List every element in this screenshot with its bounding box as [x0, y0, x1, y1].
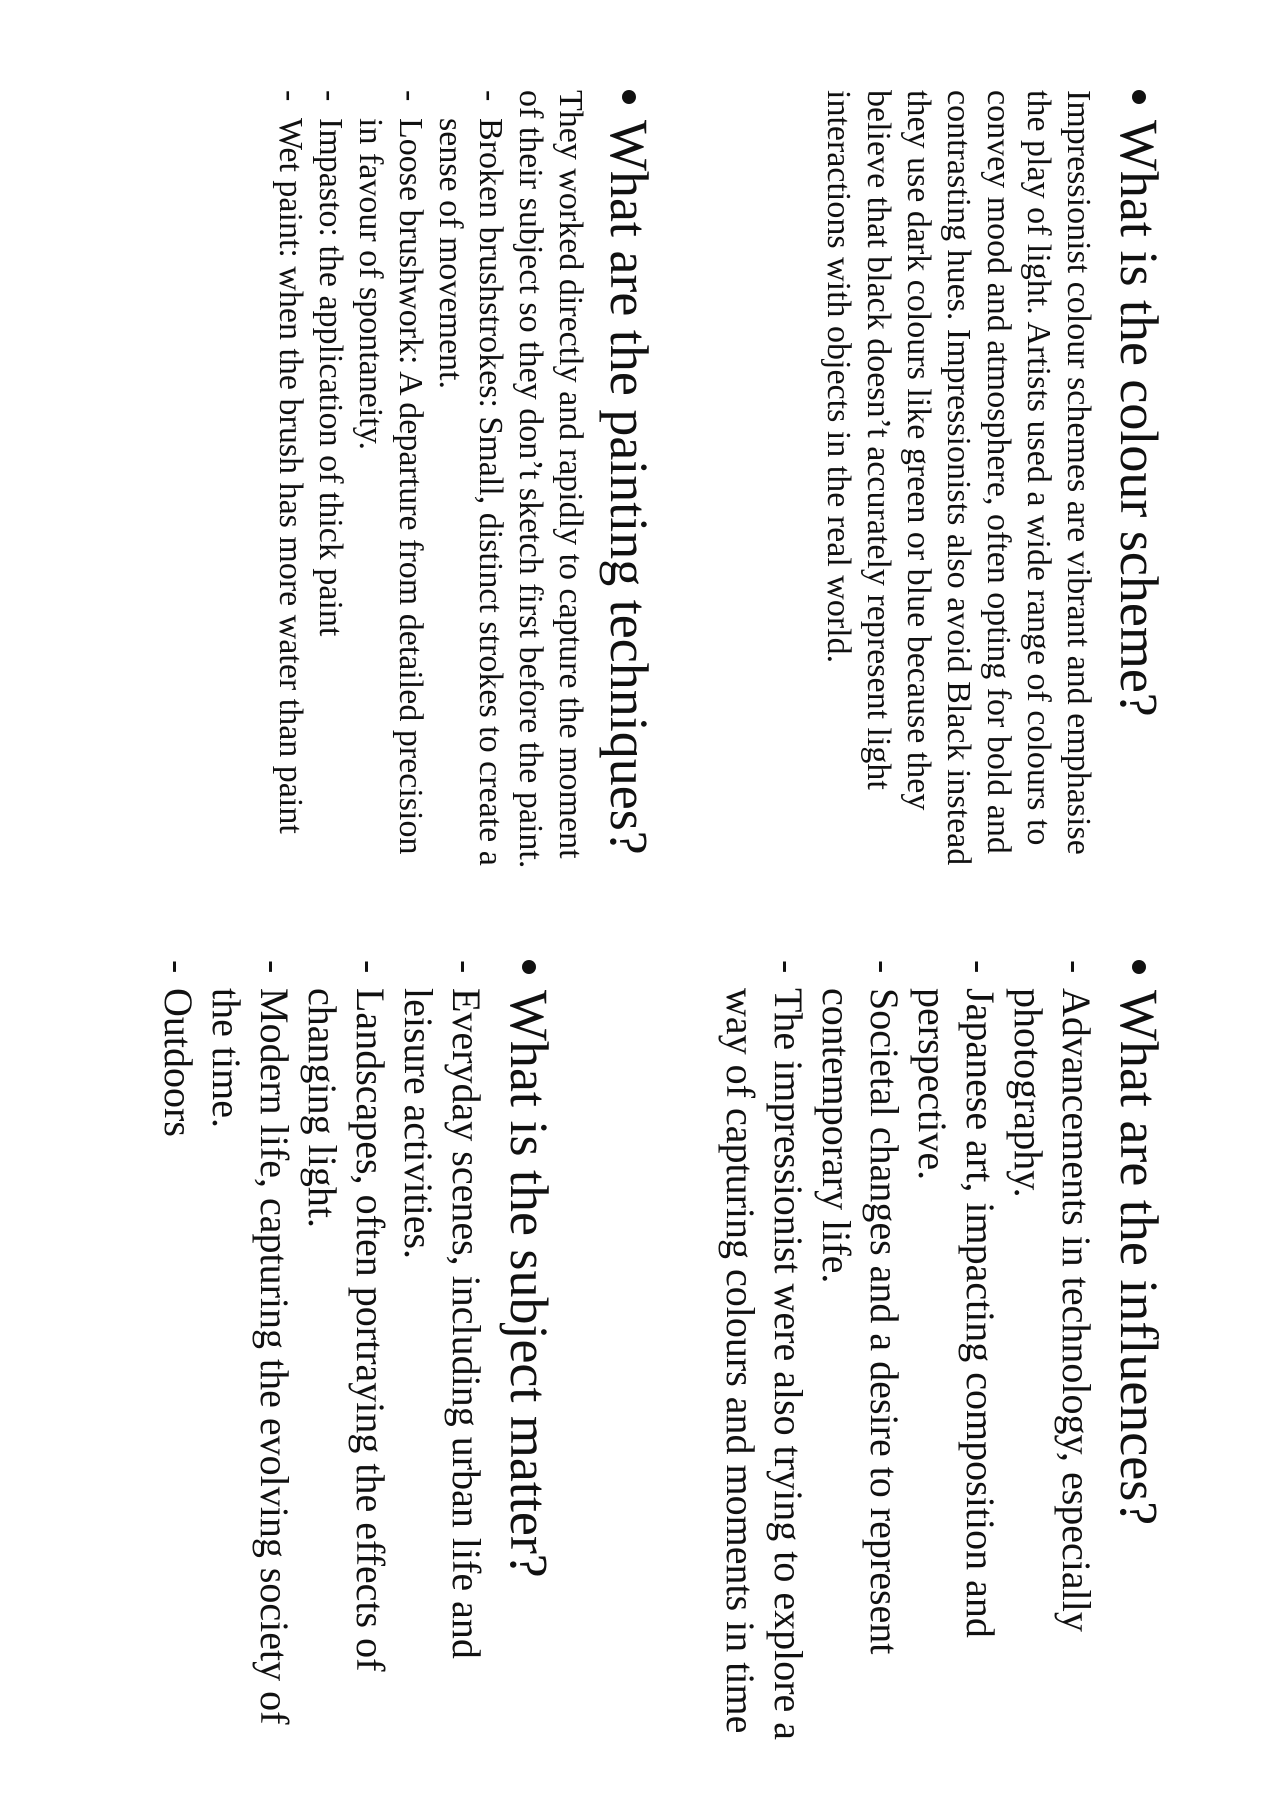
section-paragraph: They worked directly and rapidly to capture the moment of their subject so they don’t sketch first before the paint.	[512, 90, 589, 869]
section-paragraph: Impressionist colour schemes are vibrant and emphasise the play of light. Artists used a wide range of colours to convey mood and atmosphere, often opting for bold and contrasting hues. Impressionists also avoid Black instead they use dark colours like green or blue because they believe that black doesn’t accurately represent light interactions with objects in the real world.	[820, 90, 1097, 866]
heading-text: What is the colour scheme?	[1109, 120, 1169, 717]
section-heading	[598, 90, 660, 870]
list-item: - Advancements in technology, especially photography.	[1004, 960, 1100, 1760]
heading-text: What is the subject matter?	[499, 990, 559, 1578]
section-colour-scheme	[818, 90, 1170, 870]
list-item: - Everyday scenes, including urban life and leisure activities.	[394, 960, 490, 1760]
list-item: - Impasto: the application of thick paint	[310, 90, 350, 870]
section-heading	[498, 960, 560, 1760]
section-heading	[1108, 960, 1170, 1760]
subject-list	[154, 960, 490, 1760]
influences-list	[716, 960, 1100, 1760]
section-influences	[716, 960, 1170, 1760]
bullet-icon	[522, 960, 536, 974]
list-item: - Wet paint: when the brush has more water than paint	[270, 90, 310, 870]
section-subject-matter	[154, 960, 560, 1760]
section-painting-techniques	[270, 90, 660, 870]
list-item: - Loose brushwork: A departure from detailed precision in favour of spontaneity.	[350, 90, 430, 870]
list-item: - Outdoors	[154, 960, 202, 1760]
list-item: - Japanese art, impacting composition and perspective.	[908, 960, 1004, 1760]
list-item: - The impressionist were also trying to explore a way of capturing colours and moments in time	[716, 960, 812, 1760]
list-item: - Landscapes, often portraying the effects of changing light.	[298, 960, 394, 1760]
section-heading	[1108, 90, 1170, 870]
bullet-icon	[1132, 960, 1146, 974]
list-item: - Societal changes and a desire to represent contemporary life.	[812, 960, 908, 1760]
bullet-icon	[622, 90, 636, 104]
bullet-icon	[1132, 90, 1146, 104]
list-item: - Modern life, capturing the evolving society of the time.	[202, 960, 298, 1760]
heading-text: What are the influences?	[1109, 990, 1169, 1526]
list-item: - Broken brushstrokes: Small, distinct strokes to create a sense of movement.	[430, 90, 510, 870]
technique-list	[270, 90, 510, 870]
heading-text: What are the painting techniques?	[599, 120, 659, 855]
